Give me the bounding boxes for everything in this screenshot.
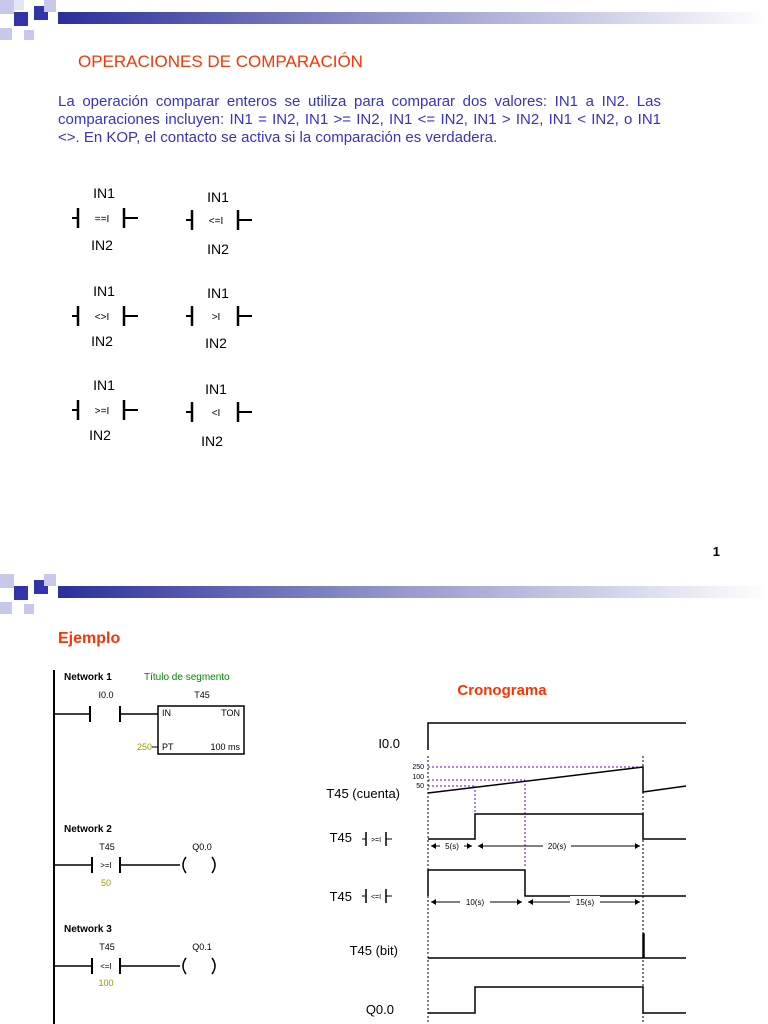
contact-label-top: IN1 (207, 189, 229, 205)
network-1-comment: Título de segmento (144, 672, 230, 683)
signal-label-t45-bit: T45 (bit) (349, 943, 398, 958)
contact-label-top: IN1 (93, 185, 115, 201)
deco-square (14, 0, 24, 10)
header-gradient-bar (58, 586, 768, 598)
contact-label-top: IN1 (93, 283, 115, 299)
contact-op: ==I (94, 214, 110, 225)
timer-type: TON (221, 708, 240, 718)
header-gradient-bar (58, 12, 768, 24)
chronogram-title: Cronograma (457, 682, 547, 699)
coil-q0-1 (183, 958, 215, 974)
contact-op: <=I (208, 216, 224, 227)
contact-le (182, 186, 258, 258)
timer-resolution: 100 ms (210, 742, 240, 752)
interval-20s: 20(s) (547, 842, 567, 851)
network-2-operand: T45 (99, 842, 115, 852)
deco-square (24, 604, 34, 614)
description-paragraph: La operación comparar enteros se utiliza para comparar dos valores: IN1 a IN2. Las comparaciones incluyen: IN1 = IN2, IN1 >= IN2, IN1 <= IN2, IN1 > IN2, IN1 < IN2, o IN1 <>. En KOP, el contacto se activa si la comparación es verdadera. (58, 93, 661, 146)
network-3-op: <=I (100, 962, 112, 971)
section-title-ejemplo: Ejemplo (58, 630, 121, 647)
deco-square (14, 586, 28, 600)
deco-square (0, 28, 12, 40)
network-2-op: >=I (100, 861, 112, 870)
network-2-value: 50 (100, 878, 112, 888)
ge-op-icon: >=I (370, 837, 382, 844)
interval-10s: 10(s) (465, 898, 485, 907)
contact-op: >=I (94, 406, 110, 417)
signal-label-t45-ge: T45 (329, 830, 352, 845)
contact-lt (182, 378, 258, 450)
signal-label-i0-0: I0.0 (378, 736, 400, 751)
contact-label-bottom: IN2 (201, 433, 223, 449)
network-1-input: I0.0 (98, 690, 114, 700)
contact-gt (182, 282, 258, 354)
network-2-label: Network 2 (64, 824, 112, 835)
signal-label-t45-count: T45 (cuenta) (326, 786, 400, 801)
contact-label-top: IN1 (207, 285, 229, 301)
count-tick-50: 50 (416, 783, 424, 790)
signal-label-q0-0: Q0.0 (365, 1002, 394, 1017)
deco-square (44, 574, 56, 586)
waveform-t45-count (428, 767, 686, 793)
contact-eq (68, 184, 144, 256)
contact-ne (68, 282, 144, 354)
contact-op: <>I (94, 312, 110, 323)
timer-pin-pt: PT (162, 742, 174, 752)
deco-square (0, 0, 14, 14)
timer-preset: 250 (136, 742, 152, 752)
network-3-operand: T45 (99, 942, 115, 952)
chronogram (300, 676, 768, 1024)
interval-5s: 5(s) (445, 842, 459, 851)
waveform-t45-le (428, 870, 686, 896)
contact-ge (68, 376, 144, 448)
contact-label-top: IN1 (205, 381, 227, 397)
contact-label-bottom: IN2 (205, 335, 227, 351)
network-1-label: Network 1 (64, 672, 112, 683)
waveform-i0-0 (428, 723, 686, 750)
network-3-label: Network 3 (64, 924, 112, 935)
contact-label-top: IN1 (93, 377, 115, 393)
deco-square (0, 602, 12, 614)
ladder-diagram (44, 664, 270, 1024)
contact-op: >I (211, 312, 221, 323)
contact-label-bottom: IN2 (91, 237, 113, 253)
waveform-t45-bit (428, 934, 686, 958)
network-3-coil: Q0.1 (192, 942, 212, 952)
le-op-icon: <=I (370, 894, 382, 901)
count-tick-100: 100 (412, 774, 424, 781)
deco-square (24, 30, 34, 40)
slide-title: OPERACIONES DE COMPARACIÓN (78, 52, 363, 71)
timer-pin-in: IN (162, 708, 171, 718)
count-tick-250: 250 (412, 764, 424, 771)
network-2-coil: Q0.0 (192, 842, 212, 852)
page-number: 1 (712, 544, 720, 559)
timer-name: T45 (194, 690, 210, 700)
contact-label-bottom: IN2 (89, 427, 111, 443)
deco-square (14, 12, 28, 26)
network-3-value: 100 (98, 978, 114, 988)
coil-q0-0 (183, 857, 215, 873)
contact-label-bottom: IN2 (91, 333, 113, 349)
waveform-t45-ge (428, 814, 686, 839)
deco-square (44, 0, 56, 12)
signal-label-t45-le: T45 (329, 889, 352, 904)
contact-op: <I (211, 408, 221, 419)
interval-15s: 15(s) (575, 898, 595, 907)
deco-square (0, 574, 14, 588)
waveform-q0-0 (428, 987, 686, 1013)
contact-label-bottom: IN2 (207, 241, 229, 257)
